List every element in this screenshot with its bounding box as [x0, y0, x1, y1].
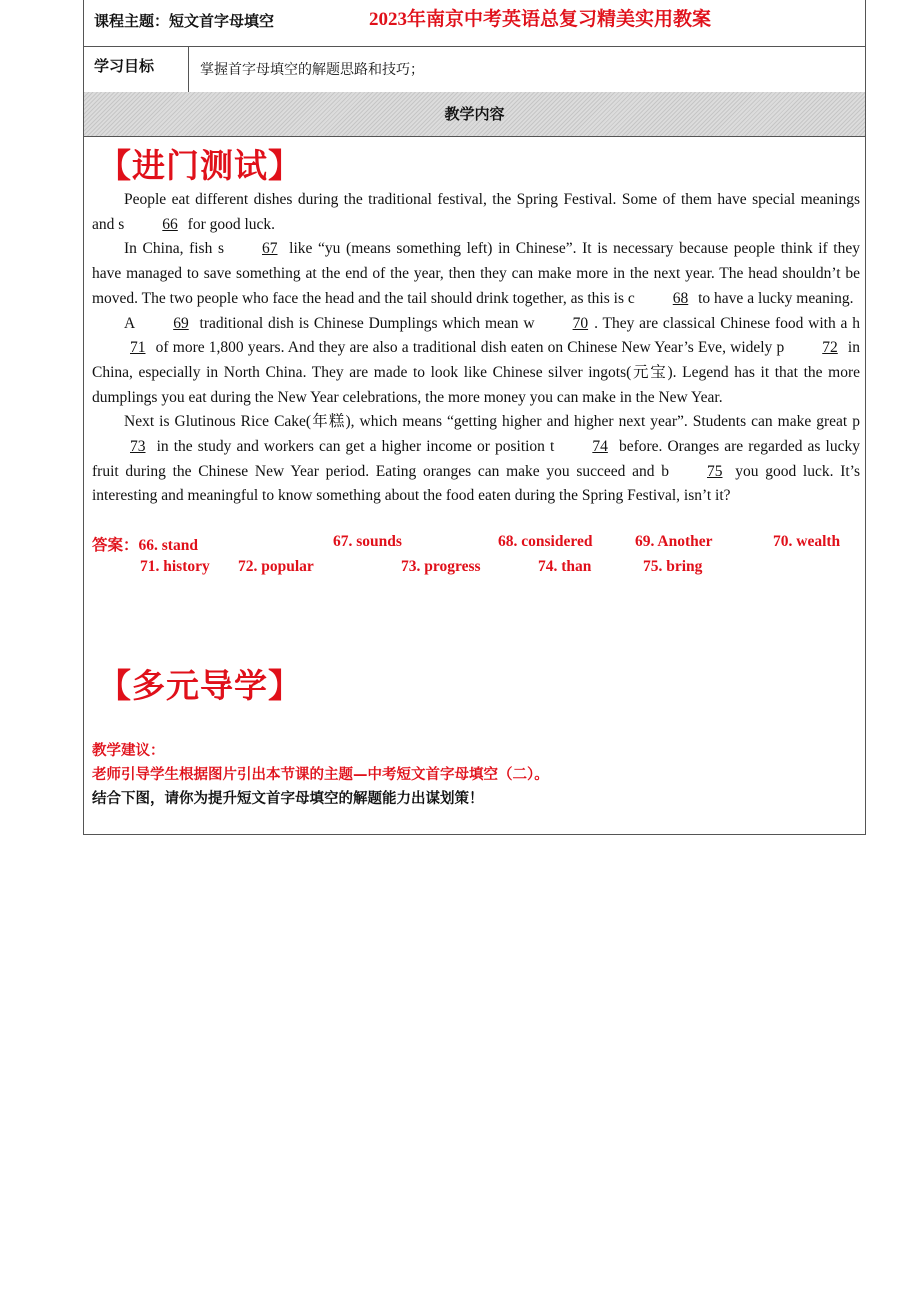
blank-75: 75: [707, 462, 723, 480]
teaching-content-label: 教学内容: [444, 107, 505, 123]
learning-goal-row: [84, 46, 865, 93]
answer-70: 70. wealth: [773, 533, 841, 550]
cloze-passage: [92, 188, 860, 509]
document-title: 2023年南京中考英语总复习精美实用教案: [369, 9, 712, 30]
learning-goal-label: 学习目标: [94, 59, 155, 75]
passage-paragraph-1: People eat different dishes during the traditional festival, the Spring Festival. Some of them have special meanings and s 66 for good luck.: [92, 188, 860, 237]
course-topic-label: 课程主题：短文首字母填空: [94, 14, 275, 30]
teaching-advice: [92, 739, 862, 811]
blank-66: 66: [162, 215, 178, 233]
answer-69: 69. Another: [635, 533, 713, 550]
learning-goal-text: 掌握首字母填空的解题思路和技巧；: [200, 63, 424, 78]
answer-67: 67. sounds: [333, 533, 402, 550]
blank-70: 70: [572, 314, 589, 332]
answer-73: 73. progress: [401, 558, 481, 575]
teaching-content-row: [84, 92, 865, 137]
header-row: [84, 0, 865, 47]
advice-line-1: 老师引导学生根据图片引出本节课的主题—中考短文首字母填空（二）。: [92, 767, 549, 783]
answer-71: 71. history: [140, 558, 210, 575]
passage-paragraph-2: In China, fish s 67 like “yu (means something left) in Chinese”. It is necessary because people think if they have managed to save something at the end of the year, then they can make more in the next year. The head shouldn’t be moved. The two people who face the head and the tail should drink together, as this is c 68 to have a lucky meaning.: [92, 237, 860, 311]
blank-69: 69: [173, 314, 189, 332]
blank-67: 67: [262, 240, 278, 258]
lesson-sheet: [83, 0, 866, 835]
guided-learning-heading: 【多元导学】: [98, 666, 302, 705]
advice-label: 教学建议：: [92, 743, 165, 759]
passage-paragraph-4: Next is Glutinous Rice Cake(年糕), which means “getting higher and higher next year”. Students can make great p73 in the study and workers can get a higher income or position t 74 before. Oranges are regarded as lucky fruit during the Chinese New Year period. Eating oranges can make you succeed and b 75 you good luck. It’s interesting and meaningful to know something about the food eaten during the Spring Festival, isn’t it?: [92, 413, 860, 505]
cell-divider: [188, 46, 189, 92]
entry-test-heading: 【进门测试】: [98, 146, 302, 185]
answer-72: 72. popular: [238, 558, 314, 575]
blank-72: 72: [822, 339, 838, 357]
passage-paragraph-3: A 69 traditional dish is Chinese Dumplings which mean w 70 . They are classical Chinese food with a h71 of more 1,800 years. And they are also a traditional dish eaten on Chinese New Year’s Eve, widely p 72 in China, especially in North China. They are made to look like Chinese silver ingots(元宝). Legend has it that the more dumplings you eat during the New Year celebrations, the more money you can make in the New Year.: [92, 312, 860, 411]
answer-75: 75. bring: [643, 558, 703, 575]
advice-line-2: 结合下图，请你为提升短文首字母填空的解题能力出谋划策！: [92, 791, 484, 807]
blank-74: 74: [592, 438, 608, 456]
answer-74: 74. than: [538, 558, 592, 575]
blank-68: 68: [672, 289, 689, 307]
answer-key: [92, 533, 862, 583]
answer-66: 答案：66. stand: [92, 537, 198, 554]
blank-73: 73: [130, 438, 146, 456]
answer-68: 68. considered: [498, 533, 593, 550]
blank-71: 71: [130, 339, 146, 357]
